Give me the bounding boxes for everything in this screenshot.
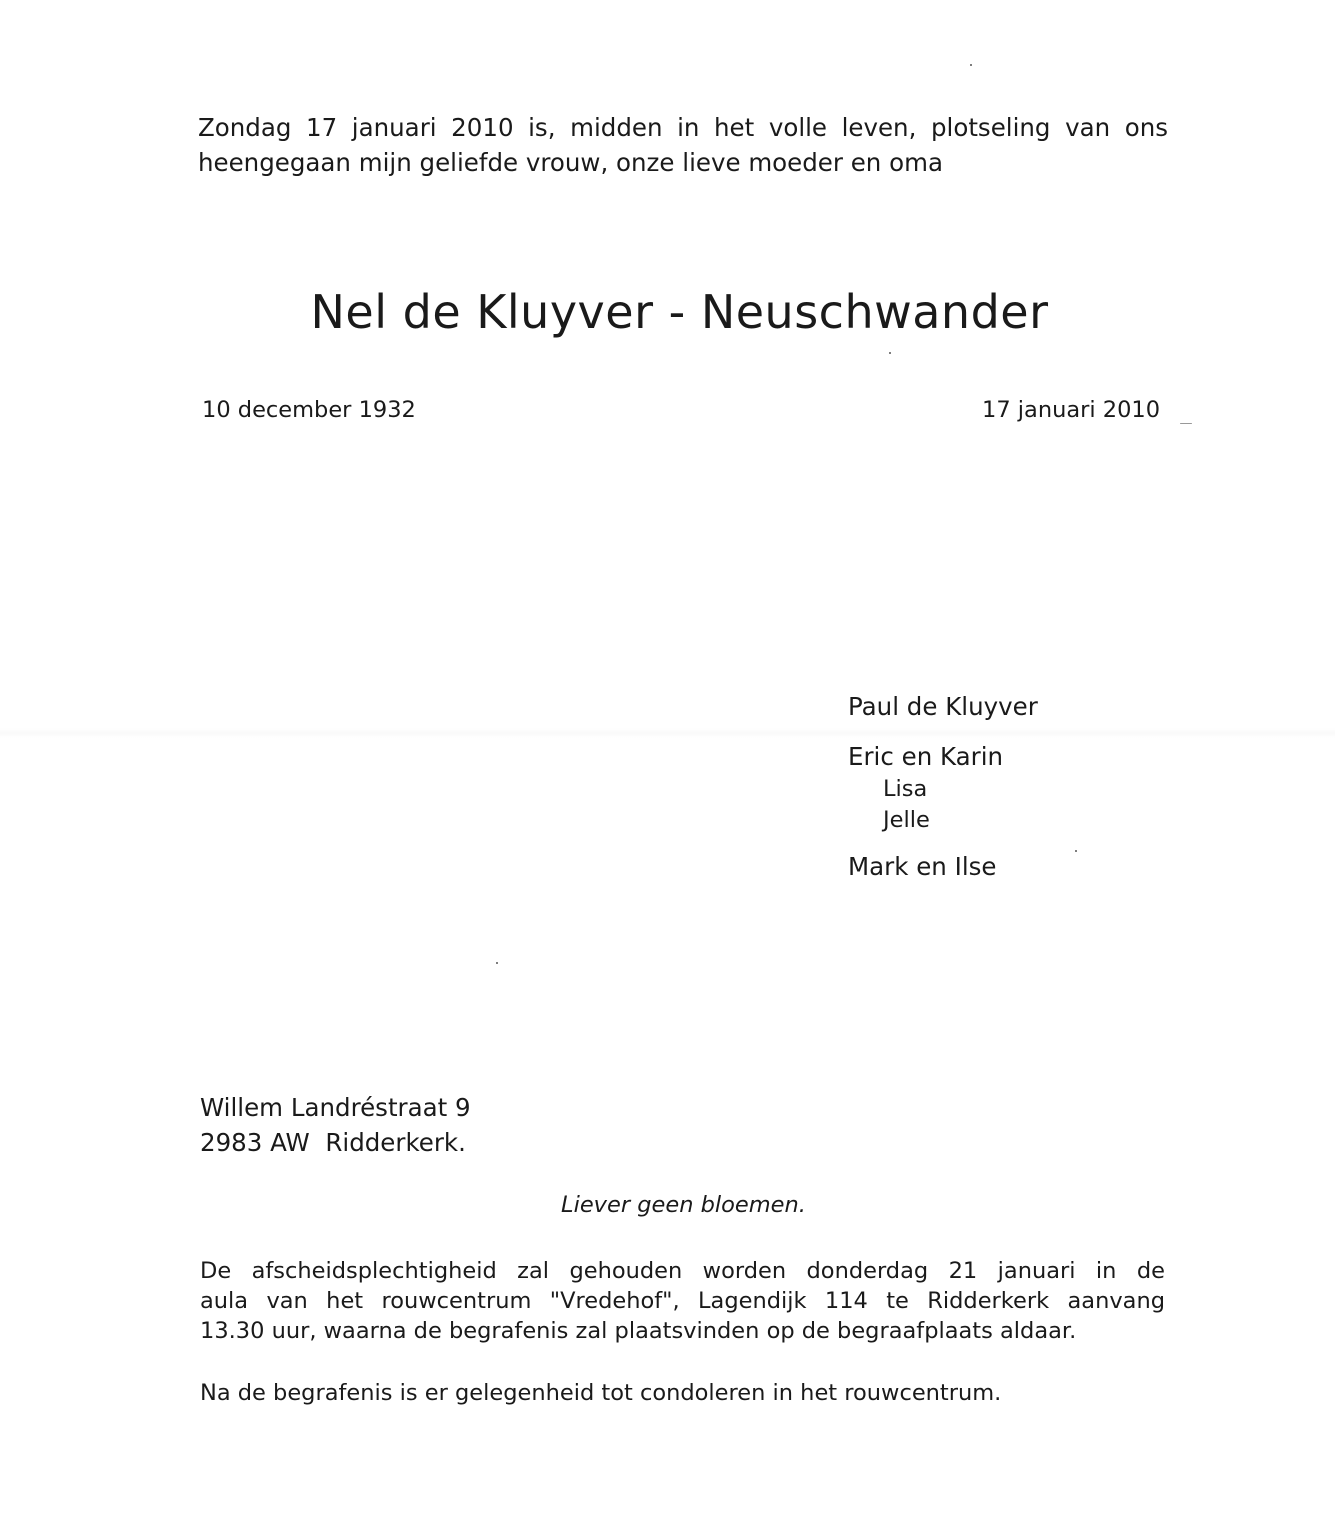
intro-line: Zondag 17 januari 2010 is, midden in het volle leven, plotseling van ons bbox=[198, 113, 1168, 142]
family-grandchild: Jelle bbox=[883, 807, 930, 833]
condolence-note: Na de begrafenis is er gelegenheid tot condoleren in het rouwcentrum. bbox=[200, 1380, 1002, 1406]
date-of-death: 17 januari 2010 bbox=[982, 397, 1161, 423]
scan-speck bbox=[889, 352, 891, 354]
family-couple: Eric en Karin bbox=[848, 742, 1004, 771]
intro-text bbox=[198, 110, 1168, 180]
ceremony-text bbox=[200, 1256, 1165, 1346]
family-couple: Mark en Ilse bbox=[848, 852, 997, 881]
flowers-note bbox=[0, 1192, 1335, 1218]
scan-speck bbox=[970, 64, 972, 66]
address-block bbox=[200, 1090, 471, 1160]
scan-speck bbox=[1180, 423, 1192, 424]
family-husband: Paul de Kluyver bbox=[848, 692, 1038, 721]
scan-speck bbox=[1075, 850, 1077, 852]
ceremony-line: De afscheidsplechtigheid zal gehouden worden donderdag 21 januari in de bbox=[200, 1258, 1165, 1284]
address-street: Willem Landréstraat 9 bbox=[200, 1093, 471, 1122]
flowers-note-text: Liever geen bloemen. bbox=[561, 1192, 806, 1218]
ceremony-line: aula van het rouwcentrum "Vredehof", Lagendijk 114 te Ridderkerk aanvang bbox=[200, 1288, 1165, 1314]
deceased-name-heading bbox=[0, 285, 1335, 339]
paper-fold-line bbox=[0, 728, 1335, 738]
address-city: 2983 AW Ridderkerk. bbox=[200, 1128, 466, 1157]
deceased-name: Nel de Kluyver - Neuschwander bbox=[310, 285, 1049, 339]
scan-speck bbox=[496, 962, 498, 964]
family-grandchild: Lisa bbox=[883, 776, 928, 802]
date-of-birth: 10 december 1932 bbox=[202, 397, 416, 423]
intro-line: heengegaan mijn geliefde vrouw, onze lieve moeder en oma bbox=[198, 148, 943, 177]
ceremony-line: 13.30 uur, waarna de begrafenis zal plaatsvinden op de begraafplaats aldaar. bbox=[200, 1318, 1077, 1344]
family-list bbox=[848, 692, 1038, 882]
